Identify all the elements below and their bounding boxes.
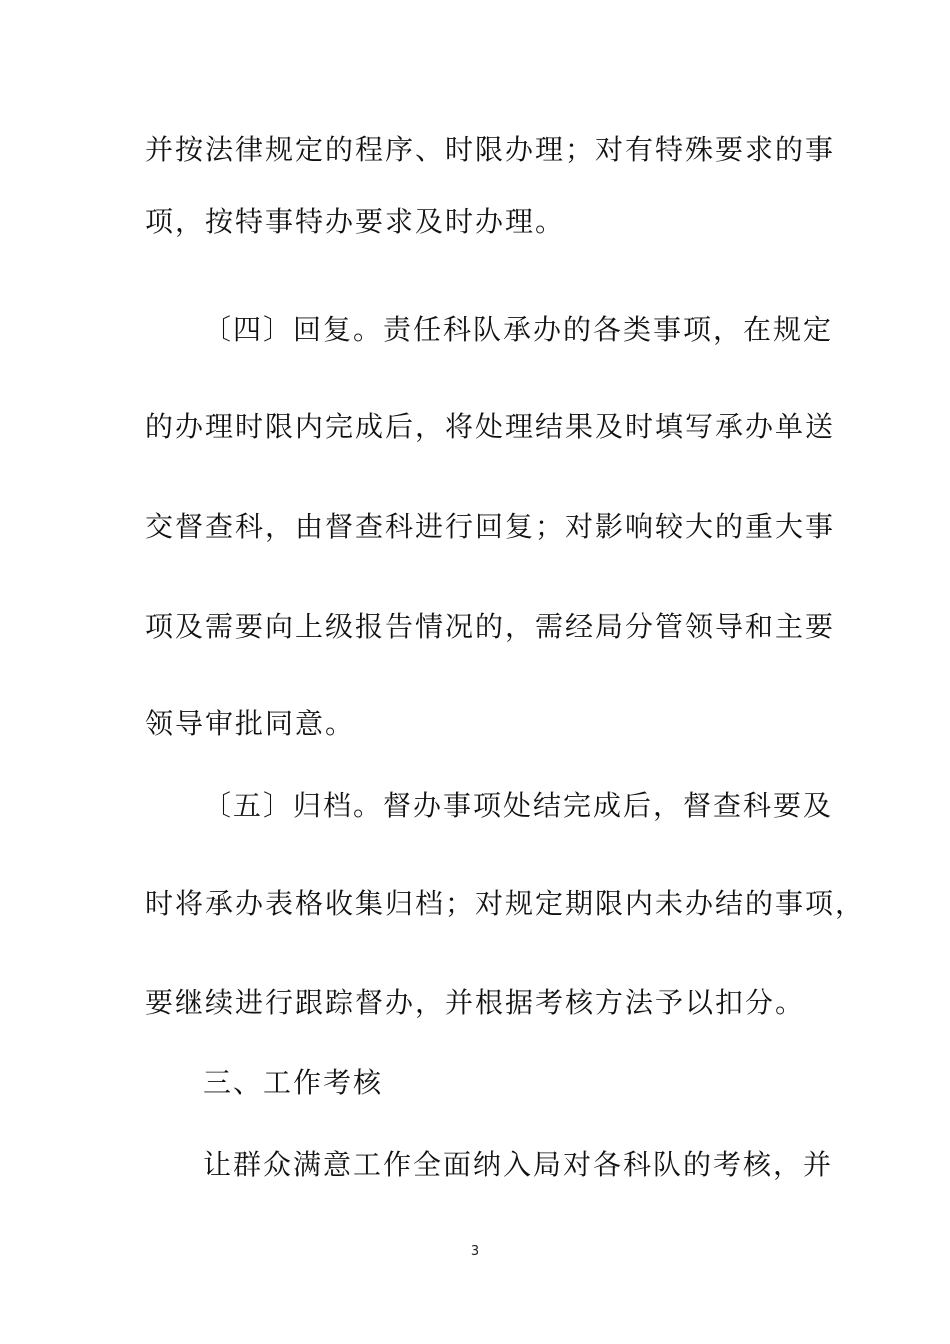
paragraph-5-line-2: 时将承办表格收集归档；对规定期限内未办结的事项，	[145, 887, 866, 920]
section-heading: 三、工作考核	[203, 1066, 384, 1099]
paragraph-4-line-5: 领导审批同意。	[145, 707, 356, 740]
paragraph-5-line-1: 〔五〕归档。督办事项处结完成后，督查科要及	[203, 789, 834, 822]
page-number: 3	[470, 1244, 480, 1259]
paragraph-5-line-3: 要继续进行跟踪督办，并根据考核方法予以扣分。	[145, 986, 806, 1019]
paragraph-4-line-1: 〔四〕回复。责任科队承办的各类事项，在规定	[203, 313, 834, 346]
section-paragraph-line-1: 让群众满意工作全面纳入局对各科队的考核，并	[203, 1148, 834, 1181]
paragraph-4-line-2: 的办理时限内完成后，将处理结果及时填写承办单送	[145, 410, 836, 443]
text-line-1: 并按法律规定的程序、时限办理；对有特殊要求的事	[145, 133, 836, 166]
paragraph-4-line-4: 项及需要向上级报告情况的，需经局分管领导和主要	[145, 610, 836, 643]
text-line-2: 项，按特事特办要求及时办理。	[145, 205, 566, 238]
paragraph-4-line-3: 交督查科，由督查科进行回复；对影响较大的重大事	[145, 510, 836, 543]
